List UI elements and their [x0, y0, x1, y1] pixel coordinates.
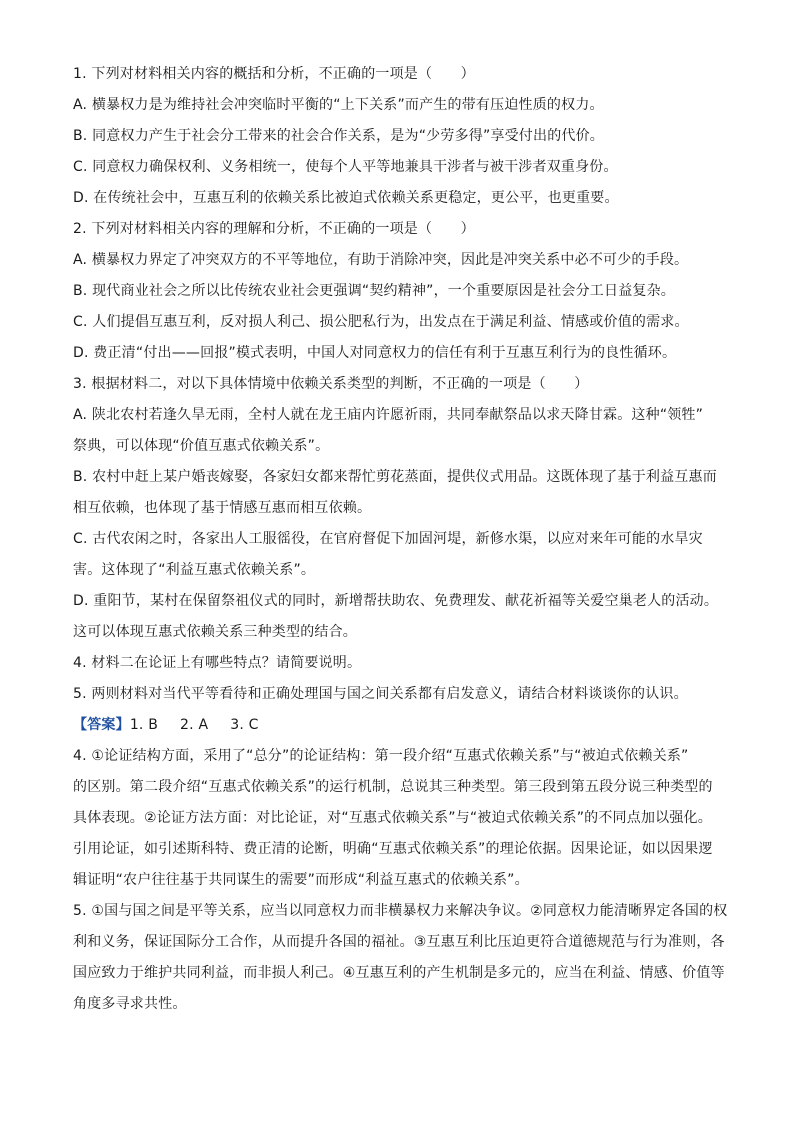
q3-option-a-line2: 祭典，可以体现“价值互惠式依赖关系”。: [73, 438, 330, 454]
q3-option-b-line2: 相互依赖，也体现了基于情感互惠而相互依赖。: [73, 500, 372, 516]
q3-option-c-line2: 害。这体现了“利益互惠式依赖关系”。: [73, 562, 316, 578]
q3-option-a-line1: A. 陕北农村若逢久旱无雨，全村人就在龙王庙内许愿祈雨，共同奉献祭品以求天降甘霖。这种“领牲”: [73, 407, 704, 423]
q2-option-d: D. 费正清“付出——回报”模式表明，中国人对同意权力的信任有利于互惠互利行为的良性循环。: [73, 345, 677, 361]
q3-option-b-line1: B. 农村中赶上某户婚丧嫁娶，各家妇女都来帮忙剪花蒸面，提供仪式用品。这既体现了基于利益互惠而: [73, 469, 717, 485]
q4-stem: 4. 材料二在论证上有哪些特点？请简要说明。: [73, 655, 362, 671]
q5-stem: 5. 两则材料对当代平等看待和正确处理国与国之间关系都有启发意义，请结合材料谈谈你的认识。: [73, 686, 688, 702]
answer5-line: 角度多寻求共性。: [73, 996, 187, 1012]
answer5-line: 国应致力于维护共同利益，而非损人利己。④互惠互利的产生机制是多元的，应当在利益、情感、价值等: [73, 965, 725, 981]
q3-option-d-line2: 这可以体现互惠式依赖关系三种类型的结合。: [73, 624, 357, 640]
answer4-line: 引用论证，如引述斯科特、费正清的论断，明确“互惠式依赖关系”的理论依据。因果论证，如以因果逻: [73, 841, 713, 857]
q3-stem: 3. 根据材料二，对以下具体情境中依赖关系类型的判断，不正确的一项是（ ）: [73, 376, 589, 392]
q2-stem: 2. 下列对材料相关内容的理解和分析，不正确的一项是（ ）: [73, 221, 475, 237]
answer-key: [73, 710, 733, 741]
q3-option-d-line1: D. 重阳节，某村在保留祭祖仪式的同时，新增帮扶助农、免费理发、献花祈福等关爱空巢老人的活动。: [73, 593, 719, 609]
answer-2: 2. A: [180, 717, 209, 733]
q2-option-c: C. 人们提倡互惠互利，反对损人利己、损公肥私行为，出发点在于满足利益、情感或价值的需求。: [73, 314, 689, 330]
q2-option-b: B. 现代商业社会之所以比传统农业社会更强调“契约精神”，一个重要原因是社会分工日益复杂。: [73, 283, 676, 299]
q1-option-c: C. 同意权力确保权利、义务相统一，使每个人平等地兼具干涉者与被干涉者双重身份。: [73, 159, 618, 175]
q1-option-b: B. 同意权力产生于社会分工带来的社会合作关系，是为“少劳多得”享受付出的代价。: [73, 128, 605, 144]
answer5-line: 利和义务，保证国际分工合作，从而提升各国的福祉。③互惠互利比压迫更符合道德规范与行为准则，各: [73, 934, 725, 950]
answer4-line: 具体表现。②论证方法方面：对比论证，对“互惠式依赖关系”与“被迫式依赖关系”的不同点加以强化。: [73, 810, 712, 826]
q1-option-d: D. 在传统社会中，互惠互利的依赖关系比被迫式依赖关系更稳定，更公平，也更重要。: [73, 190, 619, 206]
answer4-line: 4. ①论证结构方面，采用了“总分”的论证结构：第一段介绍“互惠式依赖关系”与“被迫式依赖关系”: [73, 748, 689, 764]
answer4-line: 辑证明“农户往往基于共同谋生的需要”而形成“利益互惠式的依赖关系”。: [73, 872, 529, 888]
answer4-line: 的区别。第二段介绍“互惠式依赖关系”的运行机制，总说其三种类型。第三段到第五段分说三种类型的: [73, 779, 713, 795]
question-content: [73, 59, 733, 1020]
q1-stem: 1. 下列对材料相关内容的概括和分析，不正确的一项是（ ）: [73, 66, 475, 82]
answer-3: 3. C: [230, 717, 259, 733]
q3-option-c-line1: C. 古代农闲之时，各家出人工服徭役，在官府督促下加固河堤，新修水渠，以应对来年可能的水旱灾: [73, 531, 703, 547]
answer-label: 【答案】: [73, 717, 130, 733]
q2-option-a: A. 横暴权力界定了冲突双方的不平等地位，有助于消除冲突，因此是冲突关系中必不可少的手段。: [73, 252, 689, 268]
answer5-line: 5. ①国与国之间是平等关系，应当以同意权力而非横暴权力来解决争议。②同意权力能清晰界定各国的权: [73, 903, 728, 919]
answer-1: 1. B: [129, 717, 159, 733]
q1-option-a: A. 横暴权力是为维持社会冲突临时平衡的“上下关系”而产生的带有压迫性质的权力。: [73, 97, 604, 113]
